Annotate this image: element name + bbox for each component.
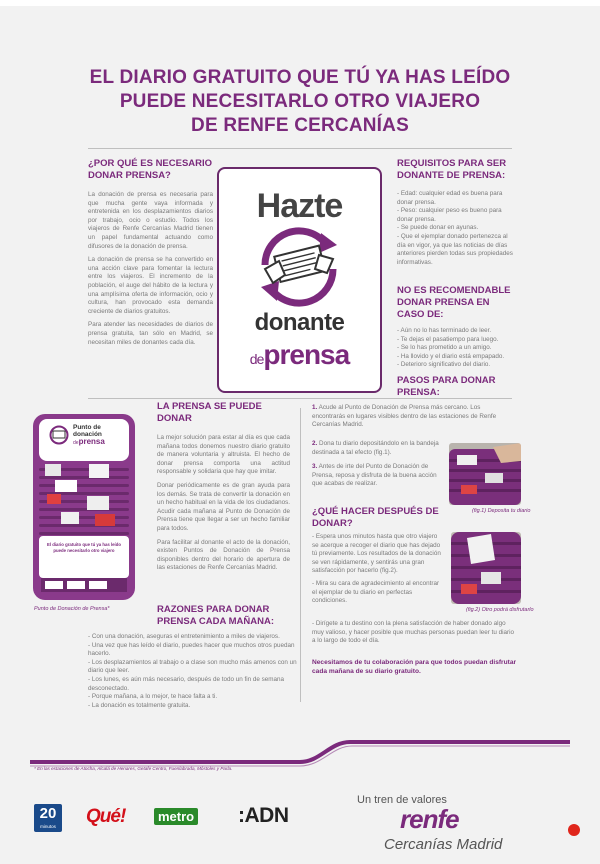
donation-stand-image — [31, 414, 137, 604]
renfe-circle-icon — [568, 824, 580, 836]
stand-icon — [47, 425, 71, 450]
figure-2-photo — [451, 532, 521, 604]
reason-item: - La donación es totalmente gratuita. — [88, 701, 191, 709]
headline-line-2: PUEDE NECESITARLO OTRO VIAJERO — [119, 91, 481, 112]
can-donate-section — [157, 401, 290, 578]
after-list — [312, 533, 444, 610]
logo-deprensa-text — [219, 339, 380, 371]
reasons-title-2: PRENSA CADA MAÑANA: — [157, 616, 274, 627]
stand-header-prensa: prensa — [78, 437, 105, 446]
newspaper-hands-icon — [251, 225, 347, 307]
closing-message: Necesitamos de tu colaboración para que todos puedan disfrutar cada mañana de su diario gratuito. — [312, 659, 517, 675]
after-title-1: ¿QUÉ HACER DESPUÉS DE — [312, 506, 439, 517]
reason-item: - Porque mañana, a lo mejor, te hace falta a ti. — [88, 693, 218, 701]
not-recommended-item: - Ha llovido y el diario está empapado. — [397, 352, 505, 360]
requirement-item: - Edad: cualquier edad es buena para donar prensa. — [397, 190, 503, 206]
why-donate-title-1: ¿POR QUÉ ES NECESARIO — [88, 158, 213, 169]
after-item: - Espera unos minutos hasta que otro viajero se acerque a recoger el diario que has dejado tú previamente. Los resultados de la donación se ven rápidamente, y sentirás una gran satisfacción por hacerlo (fig.2). — [312, 533, 441, 575]
20minutos-logo — [34, 804, 62, 832]
reason-item: - Con una donación, aseguras el entretenimiento a miles de viajeros. — [88, 633, 280, 640]
20minutos-word: minutos — [40, 824, 56, 829]
cercanias-madrid-text: Cercanías Madrid — [384, 836, 503, 853]
20minutos-number: 20 — [39, 805, 57, 822]
after-title-2: DONAR? — [312, 518, 353, 529]
not-recommended-item: - Aún no lo has terminado de leer. — [397, 327, 492, 334]
reasons-list — [88, 633, 298, 710]
requirements-title-1: REQUISITOS PARA SER — [397, 158, 507, 169]
after-title — [312, 506, 442, 530]
metro-logo: metro — [154, 808, 198, 825]
can-donate-paragraph-1: La mejor solución para estar al día es que cada mañana todos donemos nuestro diario gratuito de manera voluntaria y altruista. El hecho de donar prensa comporta una actitud responsable y solidaria que hay que imitar. — [157, 434, 290, 476]
why-donate-title-2: DONAR PRENSA? — [88, 170, 171, 181]
reason-item: - Los lunes, es aún más necesario, después de todo un fin de semana desconectado. — [88, 675, 285, 692]
figure-1-caption: (fig.1) Deposita tu diario — [472, 508, 531, 514]
figure-1-photo — [449, 443, 521, 505]
steps-title-1: PASOS PARA DONAR — [397, 375, 496, 386]
not-recommended-item: - Se lo has prometido a un amigo. — [397, 344, 492, 352]
reasons-title — [157, 604, 290, 628]
steps-section — [312, 404, 515, 430]
not-recommended-item: - Te dejas el pasatiempo para luego. — [397, 335, 499, 343]
step-1 — [312, 404, 515, 430]
page-headline — [40, 66, 560, 138]
requirements-title-2: DONANTE DE PRENSA: — [397, 170, 506, 181]
after-item: - Mira su cara de agradecimiento al encontrar el ejemplar de tu diario en perfectas condiciones. — [312, 579, 440, 605]
why-donate-paragraph-3: Para atender las necesidades de diarios de prensa gratuita, tan sólo en Madrid, se necesitan miles de donantes cada día. — [88, 321, 213, 346]
steps-title-2: PRENSA: — [397, 387, 440, 398]
step-1-text: Acude al Punto de Donación de Prensa más cercano. Los encontrarás en lugares visibles dentro de las estaciones de Renfe Cercanías Madrid. — [312, 404, 497, 429]
steps-title — [397, 375, 515, 399]
requirement-item: - Peso: cualquier peso es bueno para donar prensa. — [397, 207, 502, 223]
que-logo: Qué! — [86, 806, 126, 827]
not-recommended-title-2: DONAR PRENSA EN CASO DE: — [397, 297, 490, 320]
can-donate-title: LA PRENSA SE PUEDE DONAR — [157, 401, 262, 424]
headline-line-3: DE RENFE CERCANÍAS — [191, 115, 409, 136]
figure-2-caption: (fig.2) Otro podrá disfrutarlo — [466, 607, 534, 613]
adn-logo: :ADN — [238, 804, 289, 827]
logo-prensa-text: prensa — [263, 339, 350, 370]
steps-2-3 — [312, 440, 442, 489]
step-2-number: 2. — [312, 440, 318, 447]
logo-hazte-text: Hazte — [256, 187, 343, 225]
stations-footnote: * En las estaciones de Atocha, Alcalá de Henares, Getafe Centro, Fuenlabrada, Móstoles y Parla. — [34, 766, 233, 771]
stand-panel-text: El diario gratuito que tú ya has leído puede necesitarlo otro viajero — [46, 542, 121, 553]
can-donate-paragraph-2: Donar periódicamente es de gran ayuda para los demás. Se trata de convertir la donación en un hecho habitual en la vida de los ciudadanos. Acudir cada mañana al Punto de Donación de Prensa tiene que llegar a ser un hecho familiar para todos. — [157, 481, 290, 532]
reason-item: - Una vez que has leído el diario, puedes hacer que muchos otros puedan hacerlo. — [88, 641, 295, 658]
not-recommended-section — [397, 285, 515, 370]
hazte-donante-logo — [217, 167, 382, 393]
step-2 — [312, 440, 442, 457]
step-1-number: 1. — [312, 404, 318, 411]
renfe-tagline: Un tren de valores — [357, 794, 447, 806]
stand-header-line-2: donación — [73, 431, 102, 438]
can-donate-paragraph-3: Para facilitar al donante el acto de la donación, existen Puntos de Donación de Prensa disponibles dentro del horario de apertura de las estaciones de Renfe Cercanías Madrid. — [157, 538, 290, 572]
why-donate-paragraph-1: La donación de prensa es necesaria para que mucha gente vaya informada y entretenida en los desplazamientos diarios por trabajo, ocio o estudio. Todos los viajeros de Renfe Cercanías Madrid tienen un papel fundamental actuando como difusores de la donación de prensa. — [88, 191, 213, 250]
why-donate-paragraph-2: La donación de prensa se ha convertido en una acción clave para fomentar la lectura entre los viajeros. El incremento de la población, el auge del hábito de la lectura y una amplísima oferta de información, ocio y cultura, han provocado esta demanda creciente de diarios gratuitos. — [88, 256, 213, 315]
step-3-number: 3. — [312, 463, 318, 471]
not-recommended-title-1: NO ES RECOMENDABLE — [397, 285, 511, 296]
column-divider — [300, 408, 301, 702]
why-donate-section — [88, 158, 213, 352]
divider-top — [88, 148, 512, 149]
step-3 — [312, 463, 442, 489]
after-item-final: - Dirígete a tu destino con la plena satisfacción de haber donado algo muy valioso, y hacer posible que muchas personas puedan leer tu diario a lo largo de todo el día. — [312, 620, 514, 645]
step-2-text: Dona tu diario depositándolo en la bandeja destinada a tal efecto (fig.1). — [312, 440, 439, 456]
reason-item: - Los desplazamientos al trabajo o a clase son mucho más amenos con un diario que leer. — [88, 658, 297, 675]
renfe-logo: renfe — [400, 804, 459, 834]
logo-donante-text: donante — [254, 309, 345, 336]
requirements-section — [397, 158, 515, 267]
top-strip — [0, 0, 600, 6]
headline-line-1: EL DIARIO GRATUITO QUE TÚ YA HAS LEÍDO — [89, 67, 511, 88]
stand-header-line-1: Punto de — [73, 424, 101, 431]
step-3-text: Antes de irte del Punto de Donación de Prensa, reposa y disfruta de la buena acción que acabas de realizar. — [312, 463, 437, 488]
requirement-item: - Que el ejemplar donado pertenezca al día en vigor, ya que las noticias de días anteriores pierden todas sus propiedades informativas. — [397, 232, 513, 266]
stand-header-de: de — [73, 440, 79, 446]
reasons-title-1: RAZONES PARA DONAR — [157, 604, 270, 615]
requirement-item: - Se puede donar en ayunas. — [397, 224, 479, 232]
not-recommended-item: - Deterioro significativo del diario. — [397, 361, 491, 369]
stand-caption: Punto de Donación de Prensa* — [34, 606, 110, 612]
logo-de-text: de — [249, 351, 264, 367]
